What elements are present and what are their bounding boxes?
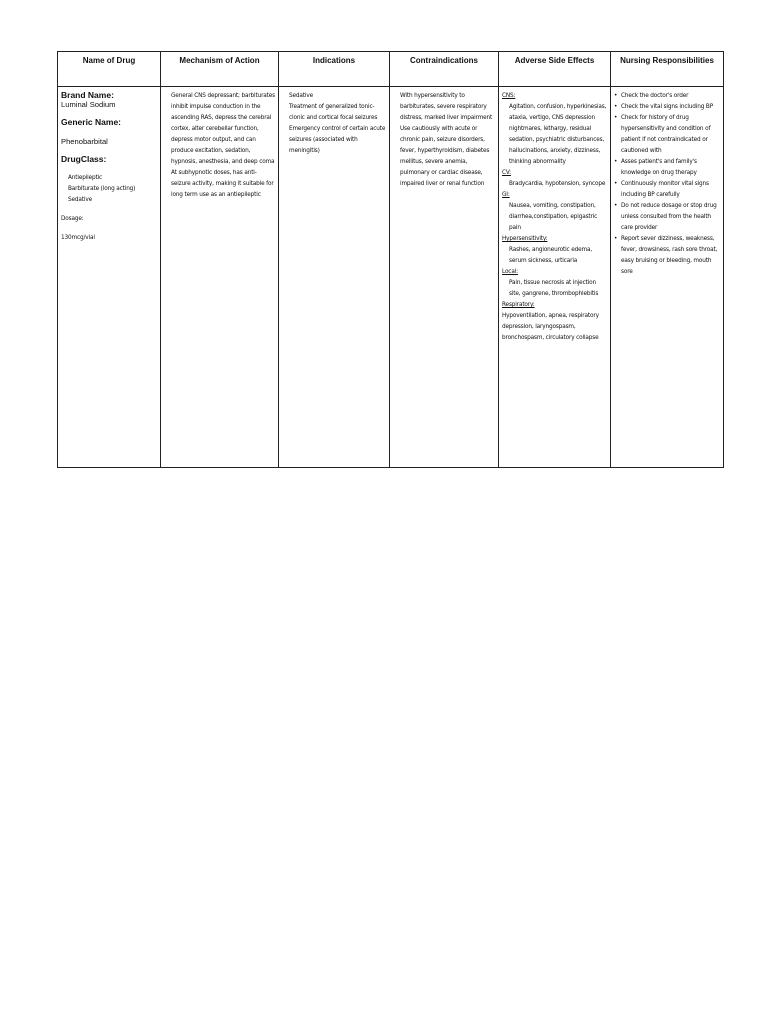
drug-class-item: Barbiturate (long acting): [61, 183, 157, 194]
table-header-row: [58, 52, 724, 87]
table-row: [58, 87, 724, 468]
brand-name-value: Luminal Sodium: [61, 100, 116, 109]
name-of-drug-cell: [58, 87, 161, 468]
box-glyph-icon: [393, 90, 400, 123]
cns-effects: Agitation, confusion, hyperkinesias, ataxia, vertigo, CNS depression nightmares, lethargy, residual sedation, psychiatric disturbances, hallucinations, anxiety, dizziness, thinking abnormality: [509, 102, 607, 165]
cns-heading: CNS:: [502, 91, 516, 99]
mechanism-item: General CNS depressant; barbiturates inhibit impulse conduction in the ascending RAS, depress the cerebral cortex, alter cerebellar function, depress motor output, and can produce excitation, sedation, hypnosis, anesthesia, and deep coma: [164, 90, 275, 167]
hypersensitivity-heading: Hypersensitivity:: [502, 234, 548, 242]
box-glyph-icon: [61, 183, 68, 194]
contraindication-item: With hypersensitivity to barbiturates, severe respiratory distress, marked liver impairment: [393, 90, 495, 123]
nursing-item: • Check for history of drug hypersensitivity and condition of patient if not contraindicated or cautioned with: [614, 113, 711, 154]
indications-cell: [279, 87, 390, 468]
mechanism-cell: [161, 87, 279, 468]
indication-item: Sedative: [282, 90, 386, 101]
header-contraindications: Contraindications: [390, 52, 499, 87]
header-nursing-responsibilities: Nursing Responsibilities: [611, 52, 724, 87]
nursing-cell: [611, 87, 724, 468]
nursing-item: • Do not reduce dosage or stop drug unless consulted from the health care provider: [614, 201, 717, 231]
adverse-effects-cell: [499, 87, 611, 468]
bullet-icon: •: [614, 201, 618, 209]
header-mechanism-of-action: Mechanism of Action: [161, 52, 279, 87]
hypersensitivity-effects: Rashes, angioneurotic edema, serum sickness, urticaria: [509, 245, 593, 264]
contraindication-item: Use cautiously with acute or chronic pain, seizure disorders, fever, hyperthyroidism, diabetes mellitus, severe anemia, pulmonary or cardiac disease, impaired liver or renal function: [393, 123, 495, 189]
box-glyph-icon: [61, 172, 68, 183]
box-glyph-icon: [282, 90, 289, 101]
nursing-item: • Asses patient's and family's knowledge on drug therapy: [614, 157, 697, 176]
box-glyph-icon: [164, 167, 171, 200]
dosage-label: Dosage:: [61, 214, 84, 222]
box-glyph-icon: [282, 123, 289, 156]
header-adverse-side-effects: Adverse Side Effects: [499, 52, 611, 87]
dosage-value: 130mcg/vial: [61, 233, 95, 241]
indication-item: Treatment of generalized tonic-clonic and cortical focal seizures: [282, 101, 386, 123]
bullet-icon: •: [614, 179, 618, 187]
box-glyph-icon: [61, 194, 68, 205]
local-effects: Pain, tissue necrosis at injection site, gangrene, thrombophlebitis: [509, 278, 599, 297]
contraindications-cell: [390, 87, 499, 468]
drug-study-table: [57, 51, 724, 468]
cv-heading: CV:: [502, 168, 511, 176]
bullet-icon: •: [614, 157, 618, 165]
generic-name-label: Generic Name:: [61, 117, 121, 127]
gi-effects: Nausea, vomiting, constipation, diarrhea,constipation, epigastric pain: [509, 201, 598, 231]
bullet-icon: •: [614, 234, 618, 242]
bullet-icon: •: [614, 102, 618, 110]
box-glyph-icon: [164, 90, 171, 167]
header-name-of-drug: Name of Drug: [58, 52, 161, 87]
drug-class-label: DrugClass:: [61, 154, 107, 164]
indication-item: Emergency control of certain acute seizures (associated with meningitis): [282, 123, 386, 156]
mechanism-item: At subhypnotic doses, has anti-seizure activity, making it suitable for long term use as an antiepileptic: [164, 167, 275, 200]
nursing-item: • Check the vital signs including BP: [614, 102, 714, 110]
box-glyph-icon: [393, 123, 400, 189]
bullet-icon: •: [614, 91, 618, 99]
nursing-item: • Check the doctor's order: [614, 91, 689, 99]
respiratory-heading: Respiratory:: [502, 300, 535, 308]
nursing-item: • Report sever dizziness, weakness, fever, drowsiness, rash sore throat, easy bruising or bleeding, mouth sore: [614, 234, 718, 275]
header-indications: Indications: [279, 52, 390, 87]
local-heading: Local:: [502, 267, 518, 275]
brand-name-label: Brand Name:: [61, 90, 114, 100]
respiratory-effects: Hypoventilation, apnea, respiratory depression, laryngospasm, bronchospasm, circulatory collapse: [502, 311, 599, 341]
cv-effects: Bradycardia, hypotension, syncope: [509, 179, 606, 187]
nursing-item: • Continuously monitor vital signs including BP carefully: [614, 179, 709, 198]
box-glyph-icon: [282, 101, 289, 123]
generic-name-value: Phenobarbital: [61, 137, 108, 146]
drug-class-item: Sedative: [61, 194, 157, 205]
gi-heading: GI:: [502, 190, 510, 198]
bullet-icon: •: [614, 113, 618, 121]
drug-class-item: Antiepileptic: [61, 172, 157, 183]
